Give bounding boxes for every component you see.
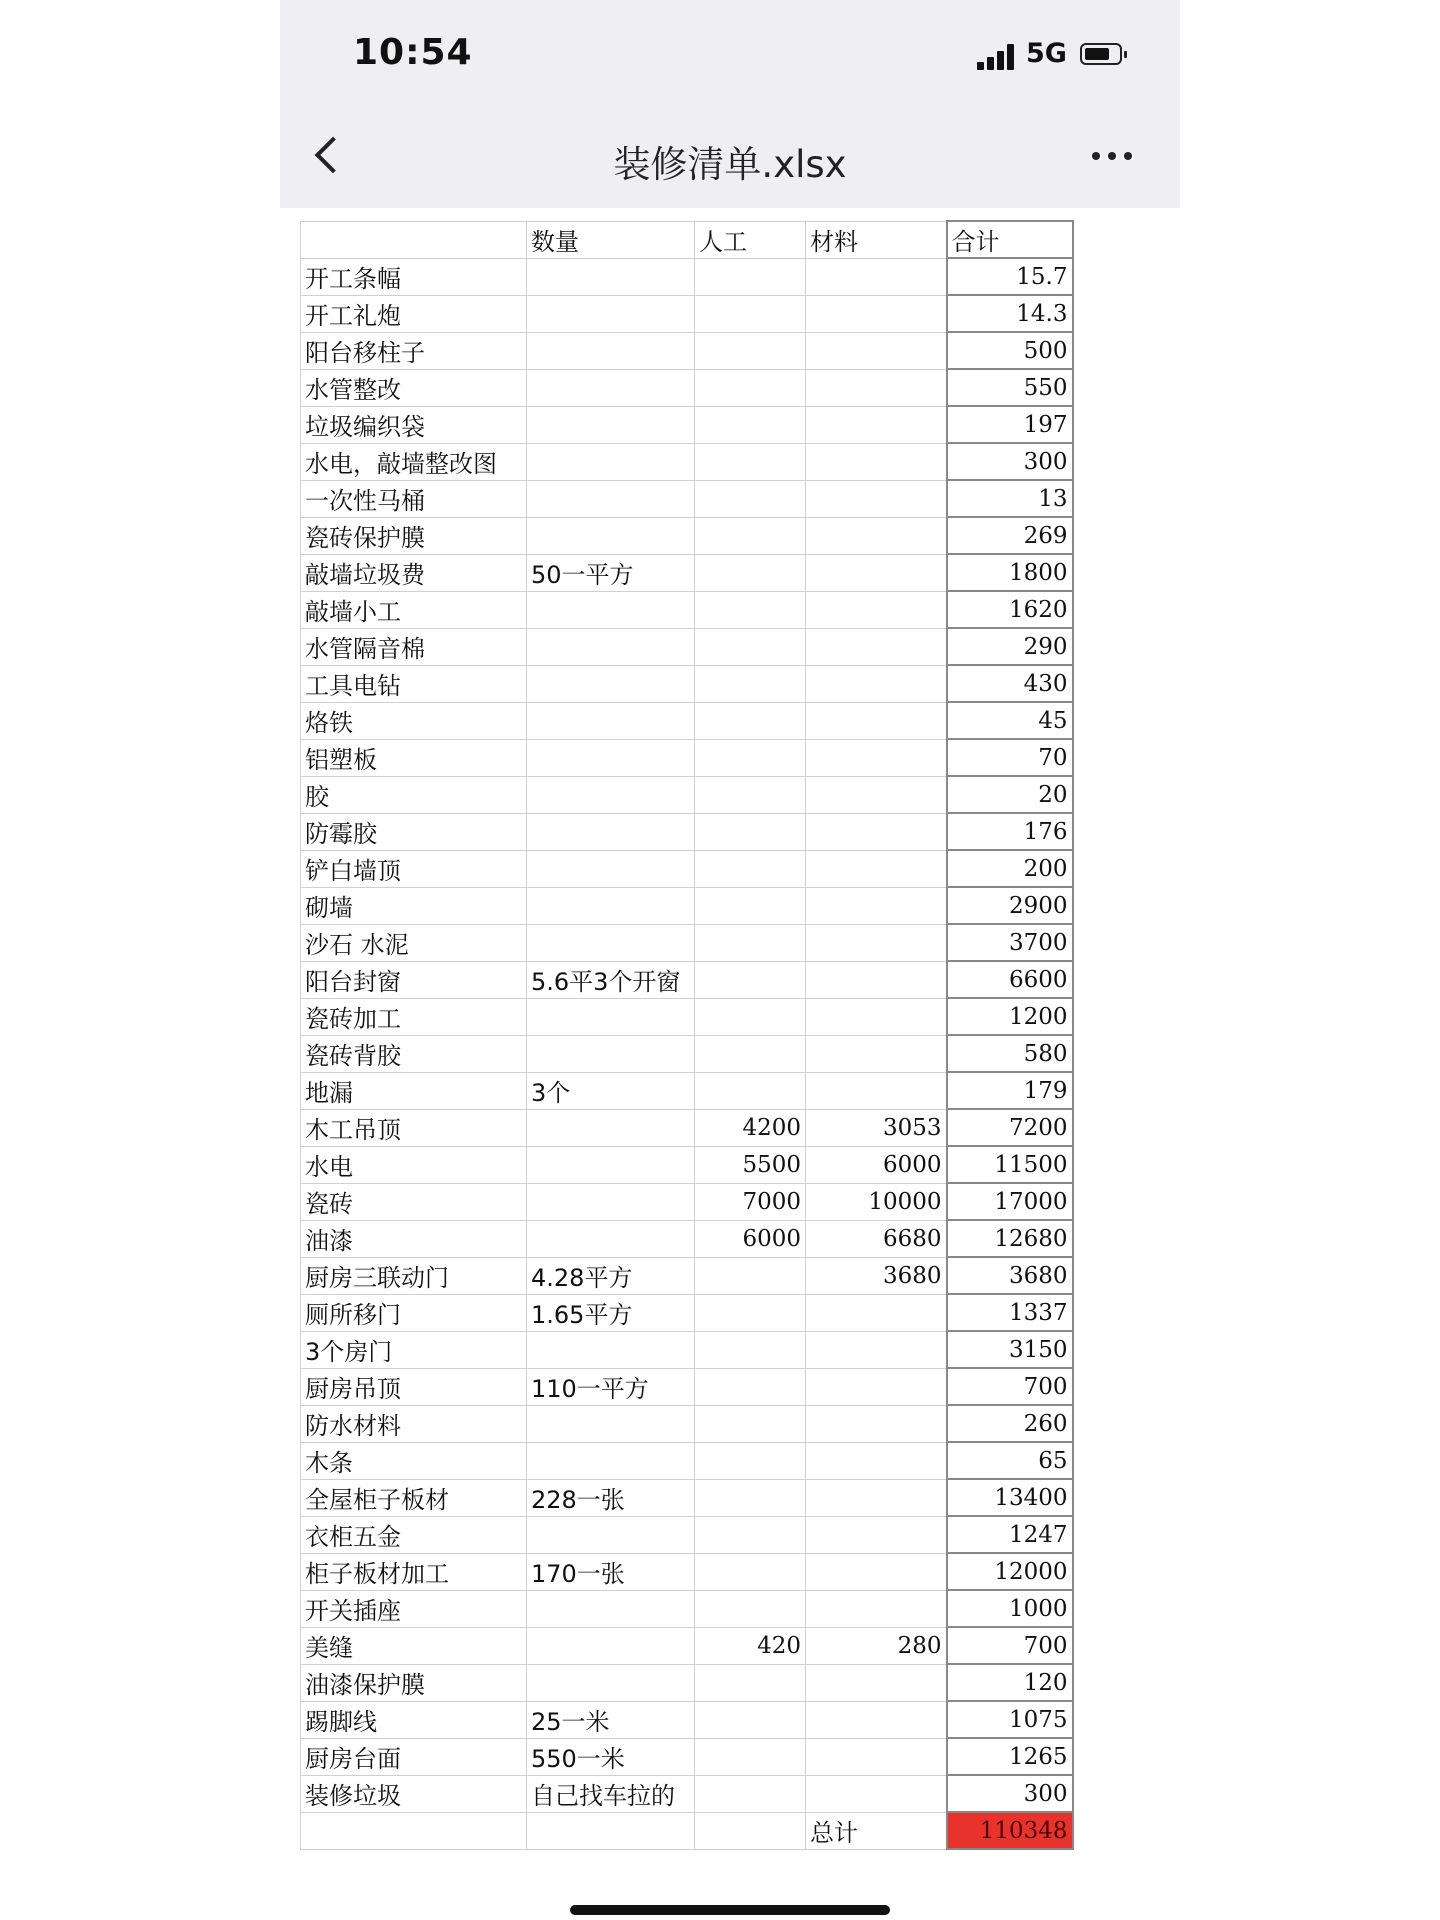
cell-quantity[interactable]	[527, 1627, 695, 1664]
cell-labor[interactable]	[695, 739, 806, 776]
cell-labor[interactable]	[695, 1664, 806, 1701]
cell-item[interactable]: 木工吊顶	[301, 1109, 527, 1146]
header-item[interactable]	[301, 221, 527, 258]
table-row	[301, 554, 1073, 591]
table-row	[301, 1072, 1073, 1109]
cell-subtotal[interactable]: 176	[947, 813, 1073, 850]
cell-subtotal[interactable]: 1075	[947, 1701, 1073, 1738]
cell-labor[interactable]	[695, 776, 806, 813]
cell-labor[interactable]	[695, 332, 806, 369]
cell-material[interactable]: 10000	[806, 1183, 947, 1220]
cell-item[interactable]: 柜子板材加工	[301, 1553, 527, 1590]
table-row	[301, 961, 1073, 998]
cell-labor[interactable]	[695, 1368, 806, 1405]
cell-subtotal[interactable]: 13	[947, 480, 1073, 517]
cell-labor[interactable]	[695, 1257, 806, 1294]
total-label[interactable]: 总计	[806, 1812, 947, 1849]
cell-subtotal[interactable]: 120	[947, 1664, 1073, 1701]
cell-item[interactable]: 一次性马桶	[301, 480, 527, 517]
cell-labor[interactable]	[695, 1812, 806, 1849]
table-row	[301, 480, 1073, 517]
table-row	[301, 332, 1073, 369]
table-row	[301, 1035, 1073, 1072]
header-material[interactable]: 材料	[806, 221, 947, 258]
cell-material[interactable]	[806, 1590, 947, 1627]
cell-quantity[interactable]	[527, 1405, 695, 1442]
cell-material[interactable]	[806, 961, 947, 998]
table-row	[301, 1627, 1073, 1664]
cell-labor[interactable]	[695, 369, 806, 406]
cell-labor[interactable]	[695, 1516, 806, 1553]
cell-quantity[interactable]	[527, 1331, 695, 1368]
cell-subtotal[interactable]: 550	[947, 369, 1073, 406]
table-row	[301, 1368, 1073, 1405]
cell-material[interactable]	[806, 517, 947, 554]
table-row	[301, 406, 1073, 443]
table-row	[301, 1109, 1073, 1146]
top-bar	[280, 0, 1180, 208]
cell-labor[interactable]	[695, 1072, 806, 1109]
cell-labor[interactable]	[695, 295, 806, 332]
cell-subtotal[interactable]: 200	[947, 850, 1073, 887]
cell-item[interactable]: 瓷砖保护膜	[301, 517, 527, 554]
cell-labor[interactable]	[695, 1405, 806, 1442]
table-row	[301, 1183, 1073, 1220]
cell-labor[interactable]	[695, 924, 806, 961]
cell-item[interactable]: 衣柜五金	[301, 1516, 527, 1553]
cell-labor[interactable]	[695, 1738, 806, 1775]
table-row	[301, 1146, 1073, 1183]
cell-material[interactable]	[806, 1479, 947, 1516]
cell-item[interactable]: 烙铁	[301, 702, 527, 739]
cell-labor[interactable]: 7000	[695, 1183, 806, 1220]
cell-quantity[interactable]: 50一平方	[527, 554, 695, 591]
signal-icon	[977, 44, 1017, 70]
cell-labor[interactable]	[695, 1035, 806, 1072]
cell-labor[interactable]	[695, 1479, 806, 1516]
cell-item[interactable]: 工具电钻	[301, 665, 527, 702]
cell-quantity[interactable]: 3个	[527, 1072, 695, 1109]
table-row	[301, 1738, 1073, 1775]
cell-item[interactable]: 阳台移柱子	[301, 332, 527, 369]
cell-quantity[interactable]	[527, 813, 695, 850]
table-row	[301, 517, 1073, 554]
cell-item[interactable]: 木条	[301, 1442, 527, 1479]
table-row	[301, 739, 1073, 776]
cell-subtotal[interactable]: 3150	[947, 1331, 1073, 1368]
table-row	[301, 1590, 1073, 1627]
cell-item[interactable]: 厨房台面	[301, 1738, 527, 1775]
cell-labor[interactable]	[695, 554, 806, 591]
cell-material[interactable]	[806, 924, 947, 961]
cell-quantity[interactable]	[527, 591, 695, 628]
cell-subtotal[interactable]: 45	[947, 702, 1073, 739]
cell-subtotal[interactable]: 11500	[947, 1146, 1073, 1183]
cell-quantity[interactable]	[527, 1220, 695, 1257]
cell-item[interactable]	[301, 1812, 527, 1849]
cell-item[interactable]: 地漏	[301, 1072, 527, 1109]
cell-material[interactable]: 6000	[806, 1146, 947, 1183]
cell-quantity[interactable]	[527, 369, 695, 406]
cell-material[interactable]	[806, 295, 947, 332]
cell-labor[interactable]	[695, 480, 806, 517]
more-icon[interactable]	[1092, 152, 1142, 162]
cell-subtotal[interactable]: 430	[947, 665, 1073, 702]
cell-quantity[interactable]	[527, 850, 695, 887]
table-row	[301, 1294, 1073, 1331]
table-row	[301, 887, 1073, 924]
cell-item[interactable]: 美缝	[301, 1627, 527, 1664]
cell-labor[interactable]	[695, 665, 806, 702]
cell-subtotal[interactable]: 269	[947, 517, 1073, 554]
header-row	[301, 221, 1073, 258]
cell-material[interactable]	[806, 554, 947, 591]
cell-material[interactable]	[806, 1553, 947, 1590]
header-quantity[interactable]: 数量	[527, 221, 695, 258]
table-row	[301, 1701, 1073, 1738]
cell-subtotal[interactable]: 1800	[947, 554, 1073, 591]
cell-quantity[interactable]	[527, 1812, 695, 1849]
cell-material[interactable]: 280	[806, 1627, 947, 1664]
cell-labor[interactable]: 4200	[695, 1109, 806, 1146]
cell-material[interactable]	[806, 1294, 947, 1331]
cell-material[interactable]	[806, 665, 947, 702]
cell-material[interactable]	[806, 1701, 947, 1738]
cell-quantity[interactable]	[527, 517, 695, 554]
cell-subtotal[interactable]: 1265	[947, 1738, 1073, 1775]
cell-item[interactable]: 胶	[301, 776, 527, 813]
cell-labor[interactable]	[695, 998, 806, 1035]
cell-material[interactable]	[806, 258, 947, 295]
cell-labor[interactable]	[695, 258, 806, 295]
table-row	[301, 1220, 1073, 1257]
table-row	[301, 813, 1073, 850]
table-row	[301, 998, 1073, 1035]
table-row	[301, 591, 1073, 628]
cell-subtotal[interactable]: 700	[947, 1368, 1073, 1405]
cell-material[interactable]	[806, 406, 947, 443]
cell-subtotal[interactable]: 3700	[947, 924, 1073, 961]
cell-quantity[interactable]	[527, 443, 695, 480]
cell-quantity[interactable]	[527, 480, 695, 517]
cell-item[interactable]: 水管隔音棉	[301, 628, 527, 665]
table-row	[301, 1664, 1073, 1701]
cell-subtotal[interactable]: 7200	[947, 1109, 1073, 1146]
cell-item[interactable]: 油漆保护膜	[301, 1664, 527, 1701]
cell-item[interactable]: 厨房三联动门	[301, 1257, 527, 1294]
table-row	[301, 1775, 1073, 1812]
cell-quantity[interactable]	[527, 739, 695, 776]
cell-subtotal[interactable]: 300	[947, 1775, 1073, 1812]
cell-material[interactable]	[806, 1405, 947, 1442]
file-title: 装修清单.xlsx	[613, 143, 847, 186]
cell-labor[interactable]	[695, 517, 806, 554]
total-row	[301, 1812, 1073, 1849]
cell-quantity[interactable]: 自己找车拉的	[527, 1775, 695, 1812]
cell-quantity[interactable]: 4.28平方	[527, 1257, 695, 1294]
cell-material[interactable]	[806, 1738, 947, 1775]
cell-item[interactable]: 水管整改	[301, 369, 527, 406]
cell-item[interactable]: 开关插座	[301, 1590, 527, 1627]
cell-item[interactable]: 水电	[301, 1146, 527, 1183]
cell-quantity[interactable]: 110一平方	[527, 1368, 695, 1405]
cell-labor[interactable]	[695, 443, 806, 480]
cell-material[interactable]	[806, 1664, 947, 1701]
cell-labor[interactable]	[695, 813, 806, 850]
cell-quantity[interactable]	[527, 776, 695, 813]
cell-subtotal[interactable]: 15.7	[947, 258, 1073, 295]
cell-subtotal[interactable]: 500	[947, 332, 1073, 369]
cell-quantity[interactable]	[527, 1516, 695, 1553]
table-row	[301, 850, 1073, 887]
cell-item[interactable]: 防霉胶	[301, 813, 527, 850]
cell-quantity[interactable]: 25一米	[527, 1701, 695, 1738]
table-row	[301, 1331, 1073, 1368]
cell-material[interactable]: 3053	[806, 1109, 947, 1146]
cell-item[interactable]: 铝塑板	[301, 739, 527, 776]
cell-item[interactable]: 铲白墙顶	[301, 850, 527, 887]
cell-quantity[interactable]	[527, 295, 695, 332]
cell-item[interactable]: 垃圾编织袋	[301, 406, 527, 443]
cell-item[interactable]: 瓷砖	[301, 1183, 527, 1220]
cell-subtotal[interactable]: 12000	[947, 1553, 1073, 1590]
cell-item[interactable]: 开工礼炮	[301, 295, 527, 332]
cell-labor[interactable]	[695, 406, 806, 443]
table-row	[301, 258, 1073, 295]
table-row	[301, 443, 1073, 480]
cell-material[interactable]	[806, 1331, 947, 1368]
cell-subtotal[interactable]: 13400	[947, 1479, 1073, 1516]
cell-material[interactable]	[806, 1035, 947, 1072]
cell-subtotal[interactable]: 17000	[947, 1183, 1073, 1220]
cell-subtotal[interactable]: 300	[947, 443, 1073, 480]
cell-subtotal[interactable]: 700	[947, 1627, 1073, 1664]
cell-subtotal[interactable]: 6600	[947, 961, 1073, 998]
cell-labor[interactable]: 420	[695, 1627, 806, 1664]
cell-material[interactable]	[806, 813, 947, 850]
cell-item[interactable]: 全屋柜子板材	[301, 1479, 527, 1516]
cell-subtotal[interactable]: 3680	[947, 1257, 1073, 1294]
cell-subtotal[interactable]: 1000	[947, 1590, 1073, 1627]
cell-material[interactable]	[806, 887, 947, 924]
phone-screen	[280, 0, 1180, 1920]
cell-labor[interactable]	[695, 1294, 806, 1331]
cell-item[interactable]: 水电，敲墙整改图	[301, 443, 527, 480]
cell-item[interactable]: 踢脚线	[301, 1701, 527, 1738]
cell-quantity[interactable]	[527, 1035, 695, 1072]
cell-subtotal[interactable]: 14.3	[947, 295, 1073, 332]
cell-item[interactable]: 厕所移门	[301, 1294, 527, 1331]
cell-quantity[interactable]	[527, 1183, 695, 1220]
cell-labor[interactable]	[695, 1590, 806, 1627]
cell-subtotal[interactable]: 179	[947, 1072, 1073, 1109]
table-row	[301, 628, 1073, 665]
table-row	[301, 924, 1073, 961]
table-row	[301, 1479, 1073, 1516]
cell-labor[interactable]: 5500	[695, 1146, 806, 1183]
cell-item[interactable]: 敲墙小工	[301, 591, 527, 628]
battery-icon	[1080, 43, 1122, 65]
cell-item[interactable]: 厨房吊顶	[301, 1368, 527, 1405]
cell-labor[interactable]	[695, 702, 806, 739]
cell-material[interactable]	[806, 443, 947, 480]
cell-labor[interactable]	[695, 850, 806, 887]
cell-subtotal[interactable]: 290	[947, 628, 1073, 665]
cell-quantity[interactable]	[527, 702, 695, 739]
cell-quantity[interactable]	[527, 1664, 695, 1701]
network-label: 5G	[1026, 38, 1067, 69]
cell-material[interactable]	[806, 480, 947, 517]
header-labor[interactable]: 人工	[695, 221, 806, 258]
cell-material[interactable]	[806, 332, 947, 369]
cell-subtotal[interactable]: 1337	[947, 1294, 1073, 1331]
status-time: 10:54	[353, 32, 473, 73]
table-row	[301, 702, 1073, 739]
cell-material[interactable]	[806, 1368, 947, 1405]
cell-quantity[interactable]	[527, 332, 695, 369]
cell-quantity[interactable]: 1.65平方	[527, 1294, 695, 1331]
cell-subtotal[interactable]: 260	[947, 1405, 1073, 1442]
cell-quantity[interactable]	[527, 998, 695, 1035]
cell-quantity[interactable]	[527, 887, 695, 924]
cell-material[interactable]	[806, 776, 947, 813]
cell-material[interactable]	[806, 1442, 947, 1479]
cell-material[interactable]	[806, 850, 947, 887]
cell-item[interactable]: 3个房门	[301, 1331, 527, 1368]
cell-material[interactable]	[806, 998, 947, 1035]
table-row	[301, 1405, 1073, 1442]
cell-quantity[interactable]: 228一张	[527, 1479, 695, 1516]
cell-labor[interactable]	[695, 1331, 806, 1368]
cell-subtotal[interactable]: 70	[947, 739, 1073, 776]
spreadsheet-table	[300, 220, 1074, 1850]
cell-quantity[interactable]	[527, 1146, 695, 1183]
cell-item[interactable]: 瓷砖加工	[301, 998, 527, 1035]
cell-labor[interactable]	[695, 1775, 806, 1812]
cell-quantity[interactable]: 170一张	[527, 1553, 695, 1590]
cell-material[interactable]: 3680	[806, 1257, 947, 1294]
table-row	[301, 665, 1073, 702]
cell-labor[interactable]	[695, 1442, 806, 1479]
table-row	[301, 1553, 1073, 1590]
cell-quantity[interactable]: 5.6平3个开窗	[527, 961, 695, 998]
cell-quantity[interactable]	[527, 1442, 695, 1479]
cell-material[interactable]	[806, 739, 947, 776]
cell-labor[interactable]	[695, 1553, 806, 1590]
cell-subtotal[interactable]: 1200	[947, 998, 1073, 1035]
cell-item[interactable]: 装修垃圾	[301, 1775, 527, 1812]
cell-quantity[interactable]	[527, 1590, 695, 1627]
cell-quantity[interactable]	[527, 665, 695, 702]
table-row	[301, 776, 1073, 813]
cell-subtotal[interactable]: 2900	[947, 887, 1073, 924]
cell-labor[interactable]: 6000	[695, 1220, 806, 1257]
table-row	[301, 1257, 1073, 1294]
cell-labor[interactable]	[695, 628, 806, 665]
cell-subtotal[interactable]: 197	[947, 406, 1073, 443]
header-subtotal[interactable]: 合计	[947, 221, 1073, 258]
cell-item[interactable]: 开工条幅	[301, 258, 527, 295]
cell-material[interactable]: 6680	[806, 1220, 947, 1257]
cell-labor[interactable]	[695, 887, 806, 924]
cell-quantity[interactable]	[527, 258, 695, 295]
table-row	[301, 369, 1073, 406]
cell-item[interactable]: 砌墙	[301, 887, 527, 924]
cell-item[interactable]: 瓷砖背胶	[301, 1035, 527, 1072]
cell-material[interactable]	[806, 369, 947, 406]
cell-material[interactable]	[806, 702, 947, 739]
cell-subtotal[interactable]: 20	[947, 776, 1073, 813]
cell-item[interactable]: 防水材料	[301, 1405, 527, 1442]
cell-material[interactable]	[806, 1072, 947, 1109]
cell-labor[interactable]	[695, 961, 806, 998]
cell-quantity[interactable]: 550一米	[527, 1738, 695, 1775]
table-row	[301, 1442, 1073, 1479]
cell-subtotal[interactable]: 65	[947, 1442, 1073, 1479]
cell-subtotal[interactable]: 12680	[947, 1220, 1073, 1257]
cell-quantity[interactable]	[527, 406, 695, 443]
table-row	[301, 295, 1073, 332]
grand-total-cell[interactable]: 110348	[947, 1812, 1073, 1849]
cell-quantity[interactable]	[527, 1109, 695, 1146]
cell-item[interactable]: 油漆	[301, 1220, 527, 1257]
cell-labor[interactable]	[695, 1701, 806, 1738]
cell-material[interactable]	[806, 628, 947, 665]
cell-subtotal[interactable]: 1247	[947, 1516, 1073, 1553]
cell-subtotal[interactable]: 1620	[947, 591, 1073, 628]
cell-labor[interactable]	[695, 591, 806, 628]
cell-item[interactable]: 阳台封窗	[301, 961, 527, 998]
cell-item[interactable]: 沙石 水泥	[301, 924, 527, 961]
cell-material[interactable]	[806, 1775, 947, 1812]
cell-subtotal[interactable]: 580	[947, 1035, 1073, 1072]
cell-quantity[interactable]	[527, 628, 695, 665]
home-indicator[interactable]	[570, 1905, 890, 1915]
cell-quantity[interactable]	[527, 924, 695, 961]
cell-item[interactable]: 敲墙垃圾费	[301, 554, 527, 591]
cell-material[interactable]	[806, 1516, 947, 1553]
cell-material[interactable]	[806, 591, 947, 628]
table-row	[301, 1516, 1073, 1553]
